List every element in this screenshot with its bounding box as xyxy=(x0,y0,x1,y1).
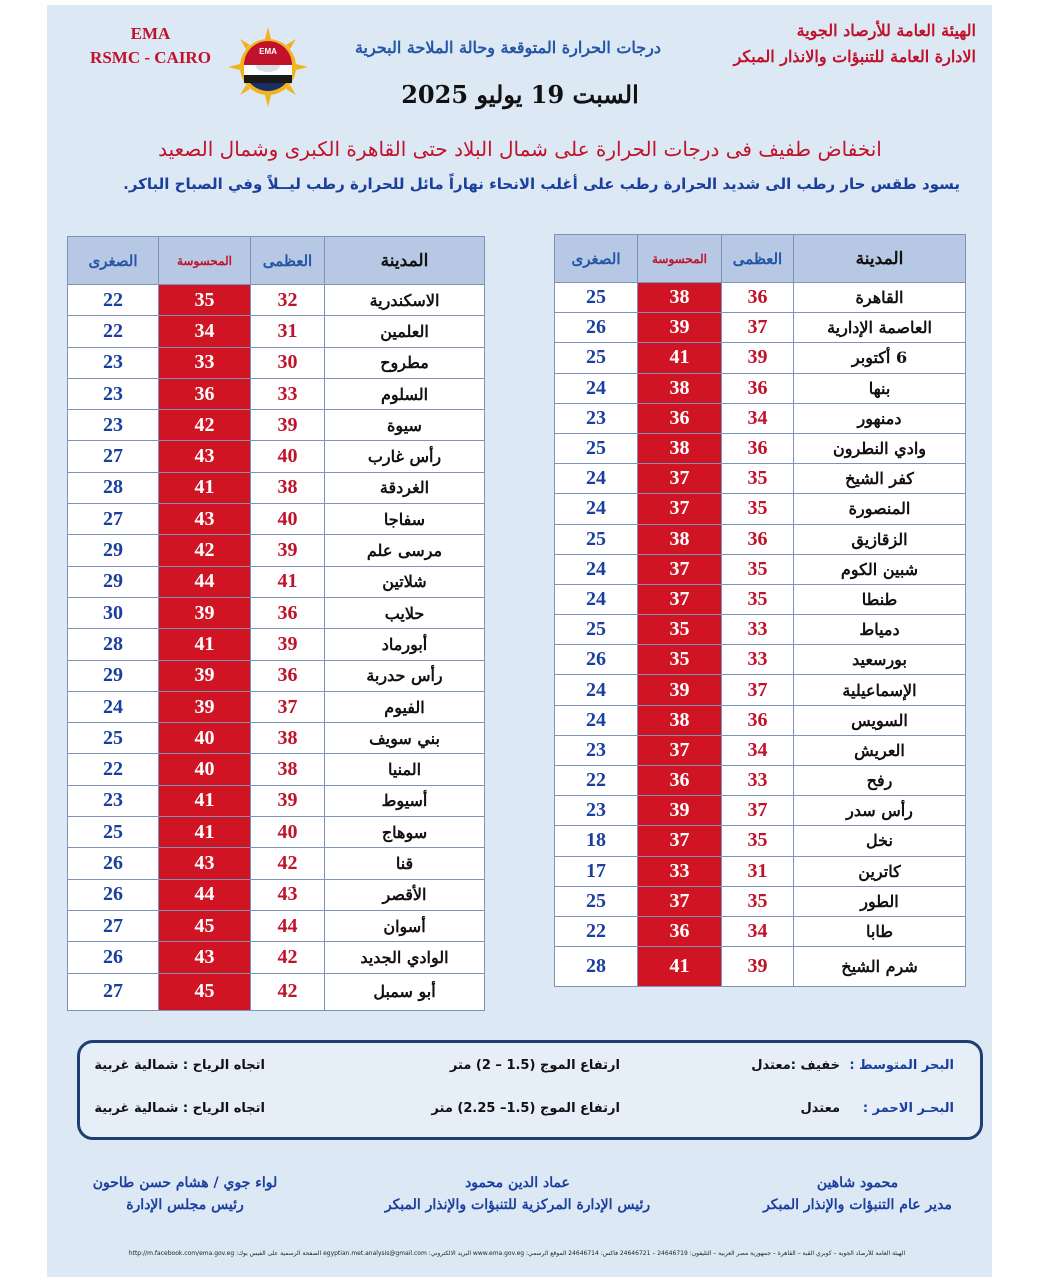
feels-like-cell: 38 xyxy=(638,373,722,403)
max-temp-cell: 33 xyxy=(251,378,325,409)
table-row xyxy=(68,597,485,628)
table-row xyxy=(68,910,485,941)
feels-like-cell: 36 xyxy=(638,916,722,946)
min-temp-cell: 23 xyxy=(68,785,159,816)
signatory-title: مدير عام التنبؤات والإنذار المبكر xyxy=(763,1197,952,1213)
feels-like-cell: 34 xyxy=(159,316,251,347)
feels-like-cell: 43 xyxy=(159,504,251,535)
max-temp-cell: 36 xyxy=(722,433,794,463)
min-temp-cell: 24 xyxy=(555,675,638,705)
table-row xyxy=(68,410,485,441)
city-cell: 6 أكتوبر xyxy=(794,343,966,373)
city-cell: المنيا xyxy=(325,754,485,785)
table-row xyxy=(555,947,966,987)
min-temp-cell: 24 xyxy=(555,494,638,524)
mediterranean-row xyxy=(80,1058,980,1080)
max-temp-cell: 33 xyxy=(722,766,794,796)
feels-like-cell: 40 xyxy=(159,754,251,785)
min-temp-cell: 26 xyxy=(68,942,159,973)
header-max: العظمى xyxy=(251,237,325,285)
table-row xyxy=(555,464,966,494)
max-temp-cell: 36 xyxy=(722,283,794,313)
max-temp-cell: 38 xyxy=(251,723,325,754)
city-cell: مطروح xyxy=(325,347,485,378)
city-cell: وادي النطرون xyxy=(794,433,966,463)
sea-name: البحر المتوسط : xyxy=(849,1058,954,1073)
max-temp-cell: 38 xyxy=(251,754,325,785)
city-cell: السويس xyxy=(794,705,966,735)
max-temp-cell: 38 xyxy=(251,472,325,503)
min-temp-cell: 26 xyxy=(68,879,159,910)
table-row xyxy=(68,942,485,973)
city-cell: سيوة xyxy=(325,410,485,441)
header-min: الصغرى xyxy=(555,235,638,283)
max-temp-cell: 41 xyxy=(251,566,325,597)
feels-like-cell: 39 xyxy=(638,796,722,826)
table-row xyxy=(68,285,485,316)
feels-like-cell: 39 xyxy=(159,597,251,628)
sea-state: خفيف :معتدل xyxy=(751,1058,840,1073)
city-cell: طنطا xyxy=(794,584,966,614)
min-temp-cell: 29 xyxy=(68,535,159,566)
table-row xyxy=(555,856,966,886)
city-cell: أبو سمبل xyxy=(325,973,485,1010)
table-row xyxy=(68,378,485,409)
feels-like-cell: 41 xyxy=(638,343,722,373)
header-city: المدينة xyxy=(794,235,966,283)
header-feels: المحسوسة xyxy=(159,237,251,285)
table-row xyxy=(555,343,966,373)
max-temp-cell: 35 xyxy=(722,584,794,614)
table-row xyxy=(555,796,966,826)
min-temp-cell: 22 xyxy=(555,916,638,946)
max-temp-cell: 35 xyxy=(722,826,794,856)
max-temp-cell: 35 xyxy=(722,554,794,584)
signatory-title: رئيس الإدارة المركزية للتنبؤات والإنذار المبكر xyxy=(384,1197,651,1213)
header-city: المدينة xyxy=(325,237,485,285)
max-temp-cell: 34 xyxy=(722,403,794,433)
max-temp-cell: 39 xyxy=(251,629,325,660)
city-cell: سفاجا xyxy=(325,504,485,535)
feels-like-cell: 37 xyxy=(638,826,722,856)
feels-like-cell: 36 xyxy=(638,766,722,796)
min-temp-cell: 22 xyxy=(555,766,638,796)
min-temp-cell: 27 xyxy=(68,973,159,1010)
table-row xyxy=(555,766,966,796)
table-row xyxy=(68,785,485,816)
city-cell: رأس غارب xyxy=(325,441,485,472)
max-temp-cell: 39 xyxy=(251,410,325,441)
min-temp-cell: 25 xyxy=(555,433,638,463)
city-cell: طابا xyxy=(794,916,966,946)
table-row xyxy=(555,494,966,524)
city-cell: شلاتين xyxy=(325,566,485,597)
min-temp-cell: 22 xyxy=(68,285,159,316)
city-cell: قنا xyxy=(325,848,485,879)
city-cell: الغردقة xyxy=(325,472,485,503)
max-temp-cell: 36 xyxy=(251,597,325,628)
max-temp-cell: 35 xyxy=(722,494,794,524)
max-temp-cell: 37 xyxy=(722,796,794,826)
max-temp-cell: 36 xyxy=(722,705,794,735)
max-temp-cell: 42 xyxy=(251,973,325,1010)
table-row xyxy=(555,615,966,645)
min-temp-cell: 24 xyxy=(68,691,159,722)
feels-like-cell: 39 xyxy=(159,660,251,691)
table-row xyxy=(555,283,966,313)
feels-like-cell: 37 xyxy=(638,554,722,584)
min-temp-cell: 23 xyxy=(555,403,638,433)
feels-like-cell: 40 xyxy=(159,723,251,754)
footer-contact-line: الهيئة العامة للأرصاد الجوية – كوبري القبة – القاهرة – جمهورية مصر العربية – التليفون: 24646719 – 24646721 فاكس: 24646714 الموقع الرسمي: www.ema.gov.eg البريد الالكتروني: egyptian.met.analysis@gmail.com الصفحة الرسمية على الفيس بوك: http://m.facebook.com/ema.gov.eg xyxy=(128,1250,906,1257)
min-temp-cell: 28 xyxy=(555,947,638,987)
sea-state: معتدل xyxy=(800,1101,840,1116)
max-temp-cell: 40 xyxy=(251,441,325,472)
max-temp-cell: 34 xyxy=(722,735,794,765)
organization-header xyxy=(734,18,976,70)
min-temp-cell: 24 xyxy=(555,373,638,403)
city-cell: الاسكندرية xyxy=(325,285,485,316)
feels-like-cell: 35 xyxy=(159,285,251,316)
city-cell: دمنهور xyxy=(794,403,966,433)
min-temp-cell: 25 xyxy=(555,524,638,554)
table-row xyxy=(68,347,485,378)
max-temp-cell: 31 xyxy=(722,856,794,886)
table-row xyxy=(555,584,966,614)
min-temp-cell: 28 xyxy=(68,472,159,503)
right-temperature-table xyxy=(554,234,966,987)
city-cell: الإسماعيلية xyxy=(794,675,966,705)
header-max: العظمى xyxy=(722,235,794,283)
table-row xyxy=(68,817,485,848)
table-row xyxy=(68,441,485,472)
feels-like-cell: 41 xyxy=(159,785,251,816)
city-cell: شرم الشيخ xyxy=(794,947,966,987)
city-cell: الفيوم xyxy=(325,691,485,722)
min-temp-cell: 27 xyxy=(68,441,159,472)
feels-like-cell: 37 xyxy=(638,584,722,614)
city-cell: الطور xyxy=(794,886,966,916)
max-temp-cell: 35 xyxy=(722,886,794,916)
max-temp-cell: 36 xyxy=(722,373,794,403)
table-row xyxy=(68,535,485,566)
feels-like-cell: 37 xyxy=(638,886,722,916)
signatory-name: عماد الدين محمود xyxy=(465,1175,570,1191)
min-temp-cell: 27 xyxy=(68,910,159,941)
min-temp-cell: 25 xyxy=(555,283,638,313)
org-line2: الادارة العامة للتنبؤات والانذار المبكر xyxy=(733,47,976,66)
feels-like-cell: 37 xyxy=(638,735,722,765)
feels-like-cell: 33 xyxy=(159,347,251,378)
city-cell: الأقصر xyxy=(325,879,485,910)
max-temp-cell: 40 xyxy=(251,817,325,848)
city-cell: أبورماد xyxy=(325,629,485,660)
feels-like-cell: 36 xyxy=(159,378,251,409)
wind-direction: اتجاه الرياح : شمالية غربية xyxy=(94,1058,265,1073)
feels-like-cell: 38 xyxy=(638,433,722,463)
left-temperature-table xyxy=(67,236,485,1011)
header-feels: المحسوسة xyxy=(638,235,722,283)
max-temp-cell: 42 xyxy=(251,848,325,879)
table-row xyxy=(555,645,966,675)
signature-block-2 xyxy=(365,1172,670,1216)
city-cell: السلوم xyxy=(325,378,485,409)
feels-like-cell: 44 xyxy=(159,879,251,910)
max-temp-cell: 31 xyxy=(251,316,325,347)
min-temp-cell: 24 xyxy=(555,464,638,494)
document-title: درجات الحرارة المتوقعة وحالة الملاحة البحرية xyxy=(354,38,662,57)
sea-name: البحـر الاحمر : xyxy=(862,1101,954,1116)
max-temp-cell: 39 xyxy=(251,785,325,816)
min-temp-cell: 25 xyxy=(555,615,638,645)
table-row xyxy=(555,403,966,433)
table-row xyxy=(555,373,966,403)
feels-like-cell: 41 xyxy=(159,629,251,660)
signatory-name: لواء جوي / هشام حسن طاحون xyxy=(92,1175,278,1191)
max-temp-cell: 43 xyxy=(251,879,325,910)
red-sea-row xyxy=(80,1101,980,1123)
logo-text: EMA xyxy=(259,47,277,56)
wind-direction: اتجاه الرياح : شمالية غربية xyxy=(94,1101,265,1116)
city-cell: أسيوط xyxy=(325,785,485,816)
table-row xyxy=(68,316,485,347)
table-row xyxy=(555,554,966,584)
feels-like-cell: 44 xyxy=(159,566,251,597)
min-temp-cell: 23 xyxy=(555,735,638,765)
table-row xyxy=(555,886,966,916)
min-temp-cell: 24 xyxy=(555,705,638,735)
max-temp-cell: 36 xyxy=(251,660,325,691)
table-row xyxy=(68,504,485,535)
table-row xyxy=(555,675,966,705)
max-temp-cell: 32 xyxy=(251,285,325,316)
feels-like-cell: 39 xyxy=(638,313,722,343)
feels-like-cell: 43 xyxy=(159,441,251,472)
table-row xyxy=(68,879,485,910)
max-temp-cell: 33 xyxy=(722,615,794,645)
table-row xyxy=(68,566,485,597)
min-temp-cell: 25 xyxy=(68,817,159,848)
feels-like-cell: 42 xyxy=(159,535,251,566)
table-row xyxy=(555,433,966,463)
table-row xyxy=(68,848,485,879)
max-temp-cell: 33 xyxy=(722,645,794,675)
min-temp-cell: 23 xyxy=(68,410,159,441)
min-temp-cell: 25 xyxy=(68,723,159,754)
city-cell: رفح xyxy=(794,766,966,796)
city-cell: شبين الكوم xyxy=(794,554,966,584)
feels-like-cell: 35 xyxy=(638,645,722,675)
ema-line1: EMA xyxy=(130,24,171,43)
min-temp-cell: 23 xyxy=(555,796,638,826)
wave-height: ارتفاع الموج (1.5– 2.25) متر xyxy=(431,1101,620,1116)
feels-like-cell: 37 xyxy=(638,464,722,494)
max-temp-cell: 40 xyxy=(251,504,325,535)
feels-like-cell: 39 xyxy=(638,675,722,705)
max-temp-cell: 36 xyxy=(722,524,794,554)
table-row xyxy=(68,973,485,1010)
city-cell: دمياط xyxy=(794,615,966,645)
min-temp-cell: 18 xyxy=(555,826,638,856)
table-row xyxy=(68,723,485,754)
city-cell: مرسى علم xyxy=(325,535,485,566)
table-row xyxy=(68,472,485,503)
min-temp-cell: 26 xyxy=(555,645,638,675)
city-cell: بني سويف xyxy=(325,723,485,754)
feels-like-cell: 41 xyxy=(638,947,722,987)
header-min: الصغرى xyxy=(68,237,159,285)
max-temp-cell: 30 xyxy=(251,347,325,378)
signatory-name: محمود شاهين xyxy=(816,1175,899,1191)
max-temp-cell: 37 xyxy=(251,691,325,722)
feels-like-cell: 41 xyxy=(159,817,251,848)
table-row xyxy=(68,691,485,722)
forecast-headline: انخفاض طفيف فى درجات الحرارة على شمال البلاد حتى القاهرة الكبرى وشمال الصعيد xyxy=(158,137,882,161)
city-cell: كفر الشيخ xyxy=(794,464,966,494)
feels-like-cell: 41 xyxy=(159,472,251,503)
city-cell: القاهرة xyxy=(794,283,966,313)
city-cell: المنصورة xyxy=(794,494,966,524)
table-row xyxy=(555,524,966,554)
min-temp-cell: 17 xyxy=(555,856,638,886)
ema-logo-icon xyxy=(228,27,308,107)
city-cell: العاصمة الإدارية xyxy=(794,313,966,343)
signature-block-1 xyxy=(745,1172,970,1216)
min-temp-cell: 22 xyxy=(68,316,159,347)
ema-wordmark xyxy=(78,22,223,70)
feels-like-cell: 43 xyxy=(159,848,251,879)
signatory-title: رئيس مجلس الإدارة xyxy=(126,1197,244,1213)
max-temp-cell: 35 xyxy=(722,464,794,494)
city-cell: بنها xyxy=(794,373,966,403)
min-temp-cell: 26 xyxy=(555,313,638,343)
min-temp-cell: 23 xyxy=(68,347,159,378)
table-row xyxy=(555,705,966,735)
min-temp-cell: 23 xyxy=(68,378,159,409)
feels-like-cell: 36 xyxy=(638,403,722,433)
city-cell: الوادي الجديد xyxy=(325,942,485,973)
min-temp-cell: 22 xyxy=(68,754,159,785)
feels-like-cell: 38 xyxy=(638,283,722,313)
min-temp-cell: 27 xyxy=(68,504,159,535)
max-temp-cell: 37 xyxy=(722,675,794,705)
wave-height: ارتفاع الموج (1.5 – 2) متر xyxy=(449,1058,620,1073)
forecast-summary: يسود طقس حار رطب الى شديد الحرارة رطب على أغلب الانحاء نهاراً مائل للحرارة رطب ليــلاً وفي الصباح الباكر. xyxy=(123,175,960,193)
max-temp-cell: 39 xyxy=(251,535,325,566)
table-row xyxy=(555,826,966,856)
table-row xyxy=(68,660,485,691)
feels-like-cell: 45 xyxy=(159,910,251,941)
feels-like-cell: 45 xyxy=(159,973,251,1010)
feels-like-cell: 38 xyxy=(638,705,722,735)
feels-like-cell: 38 xyxy=(638,524,722,554)
city-cell: كاترين xyxy=(794,856,966,886)
min-temp-cell: 24 xyxy=(555,584,638,614)
max-temp-cell: 42 xyxy=(251,942,325,973)
table-row xyxy=(555,735,966,765)
max-temp-cell: 37 xyxy=(722,313,794,343)
city-cell: حلايب xyxy=(325,597,485,628)
table-row xyxy=(555,313,966,343)
feels-like-cell: 43 xyxy=(159,942,251,973)
city-cell: نخل xyxy=(794,826,966,856)
min-temp-cell: 25 xyxy=(555,343,638,373)
max-temp-cell: 39 xyxy=(722,343,794,373)
table-row xyxy=(68,629,485,660)
min-temp-cell: 28 xyxy=(68,629,159,660)
city-cell: أسوان xyxy=(325,910,485,941)
city-cell: سوهاج xyxy=(325,817,485,848)
city-cell: رأس حدربة xyxy=(325,660,485,691)
feels-like-cell: 33 xyxy=(638,856,722,886)
max-temp-cell: 44 xyxy=(251,910,325,941)
org-line1: الهيئة العامة للأرصاد الجوية xyxy=(796,21,976,40)
min-temp-cell: 24 xyxy=(555,554,638,584)
bulletin-date: السبت 19 يوليو 2025 xyxy=(401,80,639,109)
min-temp-cell: 25 xyxy=(555,886,638,916)
table-row xyxy=(68,754,485,785)
sea-conditions-box xyxy=(77,1040,983,1140)
city-cell: العريش xyxy=(794,735,966,765)
table-row xyxy=(555,916,966,946)
feels-like-cell: 35 xyxy=(638,615,722,645)
min-temp-cell: 29 xyxy=(68,566,159,597)
city-cell: العلمين xyxy=(325,316,485,347)
city-cell: رأس سدر xyxy=(794,796,966,826)
feels-like-cell: 39 xyxy=(159,691,251,722)
feels-like-cell: 42 xyxy=(159,410,251,441)
max-temp-cell: 39 xyxy=(722,947,794,987)
min-temp-cell: 30 xyxy=(68,597,159,628)
max-temp-cell: 34 xyxy=(722,916,794,946)
ema-line2: RSMC - CAIRO xyxy=(90,48,211,67)
city-cell: الزقازيق xyxy=(794,524,966,554)
min-temp-cell: 29 xyxy=(68,660,159,691)
city-cell: بورسعيد xyxy=(794,645,966,675)
feels-like-cell: 37 xyxy=(638,494,722,524)
signature-block-3 xyxy=(80,1172,290,1216)
min-temp-cell: 26 xyxy=(68,848,159,879)
